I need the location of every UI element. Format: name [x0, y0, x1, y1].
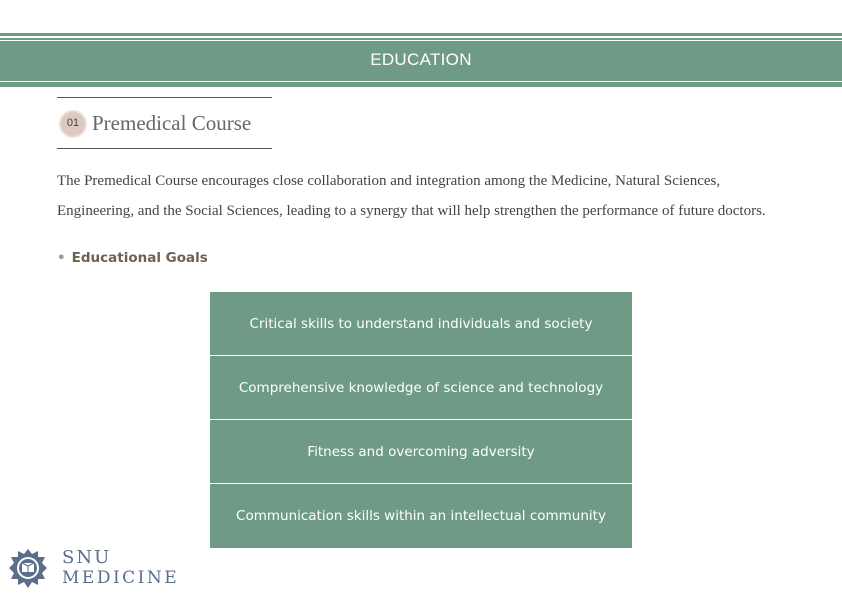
logo-line-1: SNU: [62, 547, 112, 568]
snu-emblem-icon: [8, 547, 48, 590]
goals-heading: [57, 250, 208, 266]
snu-medicine-logo: [62, 548, 179, 588]
section-heading: [57, 97, 272, 149]
goal-item: Fitness and overcoming adversity: [210, 420, 632, 484]
page-title: EDUCATION: [370, 50, 472, 69]
logo-line-2: MEDICINE: [62, 568, 180, 588]
section-title: Premedical Course: [92, 111, 252, 135]
goal-item: Communication skills within an intellectual community: [210, 484, 632, 548]
header-band: [0, 36, 842, 84]
intro-paragraph: [57, 166, 817, 226]
goals-heading-label: Educational Goals: [71, 250, 208, 266]
bullet-icon: •: [57, 250, 66, 266]
section-number: 01: [66, 117, 80, 129]
goal-item: Critical skills to understand individuals and society: [210, 292, 632, 356]
header-line-bottom: [0, 81, 842, 82]
intro-line-2: Engineering, and the Social Sciences, leading to a synergy that will help strengthen the performance of future doctors.: [57, 203, 766, 219]
intro-line-1: The Premedical Course encourages close collaboration and integration among the Medicine, Natural Sciences,: [57, 173, 721, 189]
goal-item: Comprehensive knowledge of science and technology: [210, 356, 632, 420]
section-number-badge: [61, 112, 85, 136]
goals-list: [210, 292, 632, 548]
header-line-top: [0, 40, 842, 41]
